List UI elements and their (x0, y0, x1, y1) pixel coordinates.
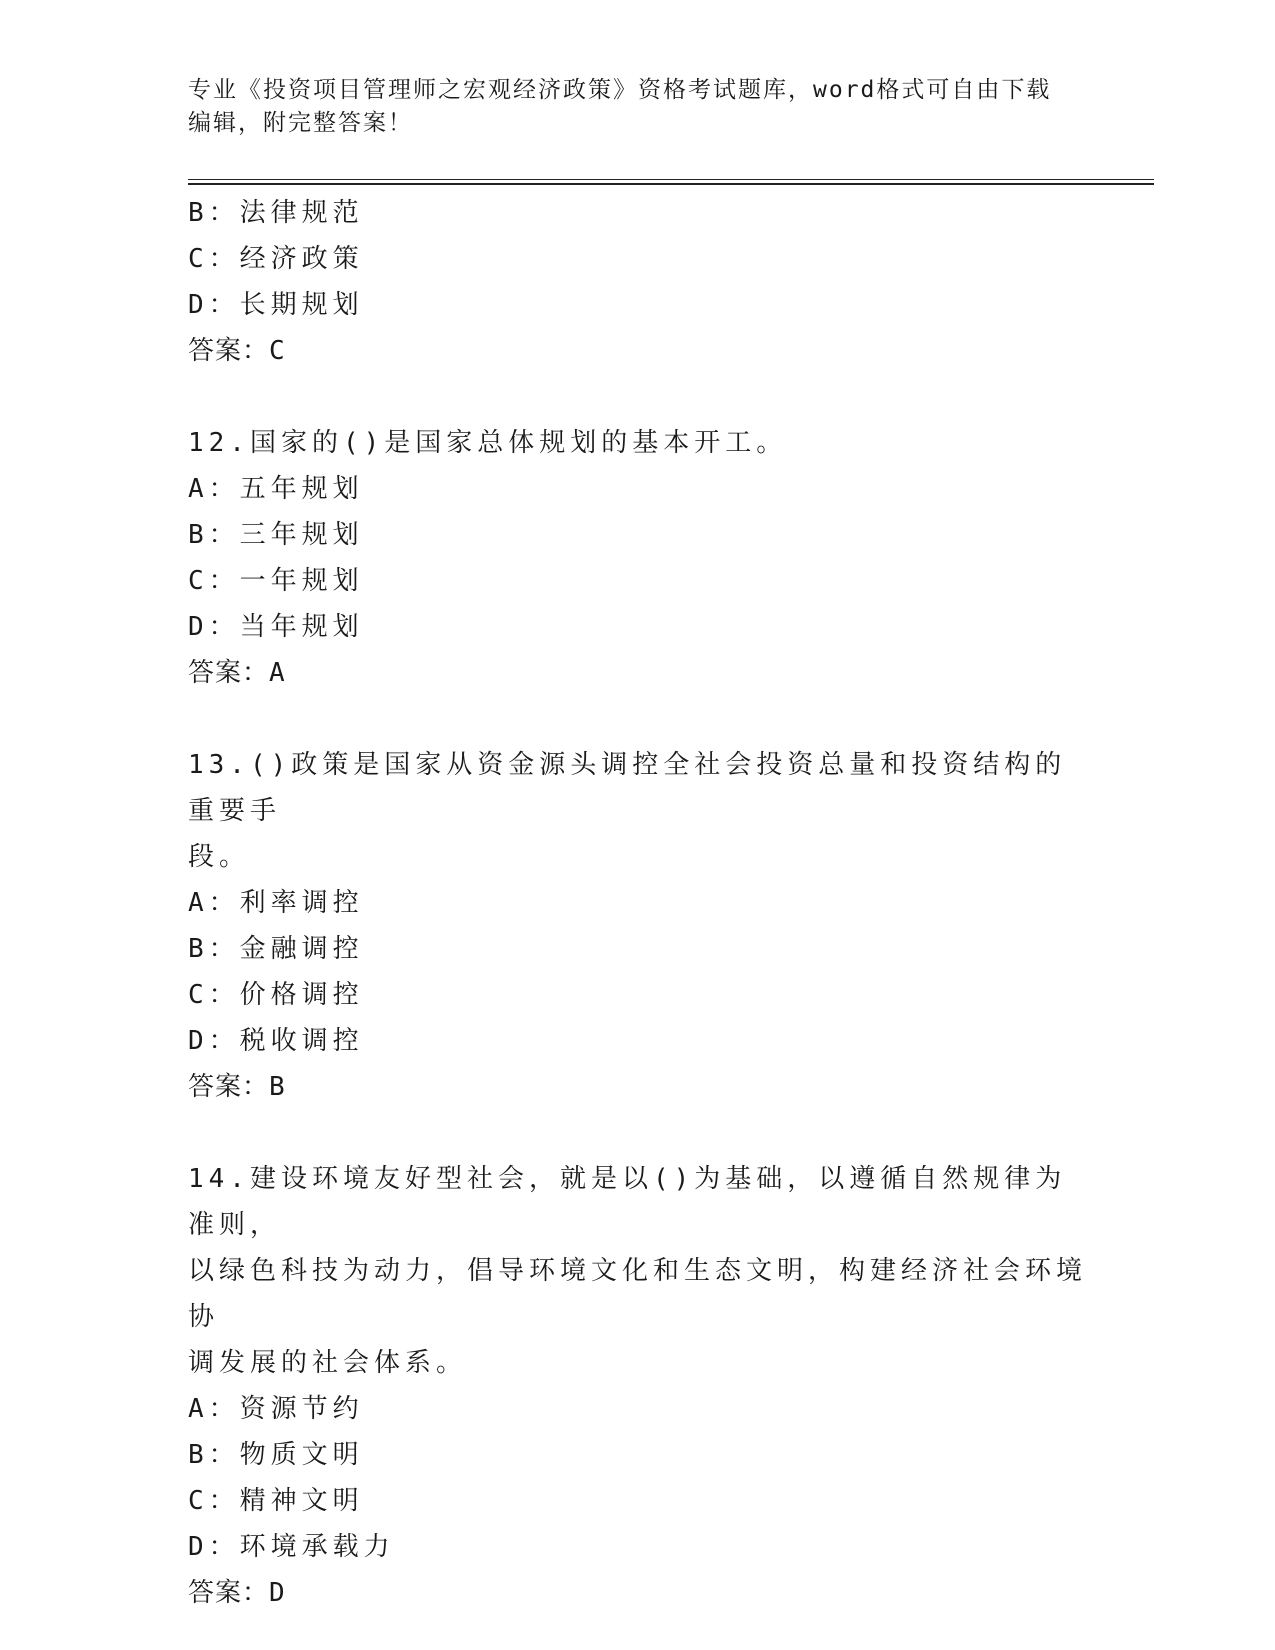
spacer (188, 1110, 1088, 1156)
question-13-stem-line-1: 13.()政策是国家从资金源头调控全社会投资总量和投资结构的重要手 (188, 750, 1067, 826)
answer-line: 答案：B (188, 1072, 286, 1102)
option-c: C：一年规划 (188, 566, 364, 596)
spacer (188, 696, 1088, 742)
option-a: A：资源节约 (188, 1394, 364, 1424)
option-c: C：价格调控 (188, 980, 364, 1010)
option-a: A：五年规划 (188, 474, 364, 504)
option-d: D：环境承载力 (188, 1532, 395, 1562)
answer-line: 答案：A (188, 658, 286, 688)
question-list (188, 190, 1088, 1616)
option-b: B：法律规范 (188, 198, 364, 228)
header-divider-thick (188, 183, 1154, 185)
option-d: D：长期规划 (188, 290, 364, 320)
question-14-stem-line-1: 14.建设环境友好型社会，就是以()为基础，以遵循自然规律为准则， (188, 1164, 1067, 1240)
option-d: D：税收调控 (188, 1026, 364, 1056)
header-divider-thin (188, 179, 1154, 180)
option-c: C：精神文明 (188, 1486, 364, 1516)
option-b: B：金融调控 (188, 934, 364, 964)
spacer (188, 374, 1088, 420)
document-header: 专业《投资项目管理师之宏观经济政策》资格考试题库，word格式可自由下载编辑，附完整答案！ (188, 77, 1052, 136)
question-12-stem: 12.国家的()是国家总体规划的基本开工。 (188, 428, 788, 458)
answer-line: 答案：C (188, 336, 286, 366)
option-b: B：物质文明 (188, 1440, 364, 1470)
answer-line: 答案：D (188, 1578, 286, 1608)
question-13-stem-line-2: 段。 (188, 842, 251, 872)
option-c: C：经济政策 (188, 244, 364, 274)
question-14-stem-line-2: 以绿色科技为动力，倡导环境文化和生态文明，构建经济社会环境协 (188, 1256, 1088, 1332)
option-d: D：当年规划 (188, 612, 364, 642)
option-b: B：三年规划 (188, 520, 364, 550)
question-14-stem-line-3: 调发展的社会体系。 (188, 1348, 468, 1378)
option-a: A：利率调控 (188, 888, 364, 918)
